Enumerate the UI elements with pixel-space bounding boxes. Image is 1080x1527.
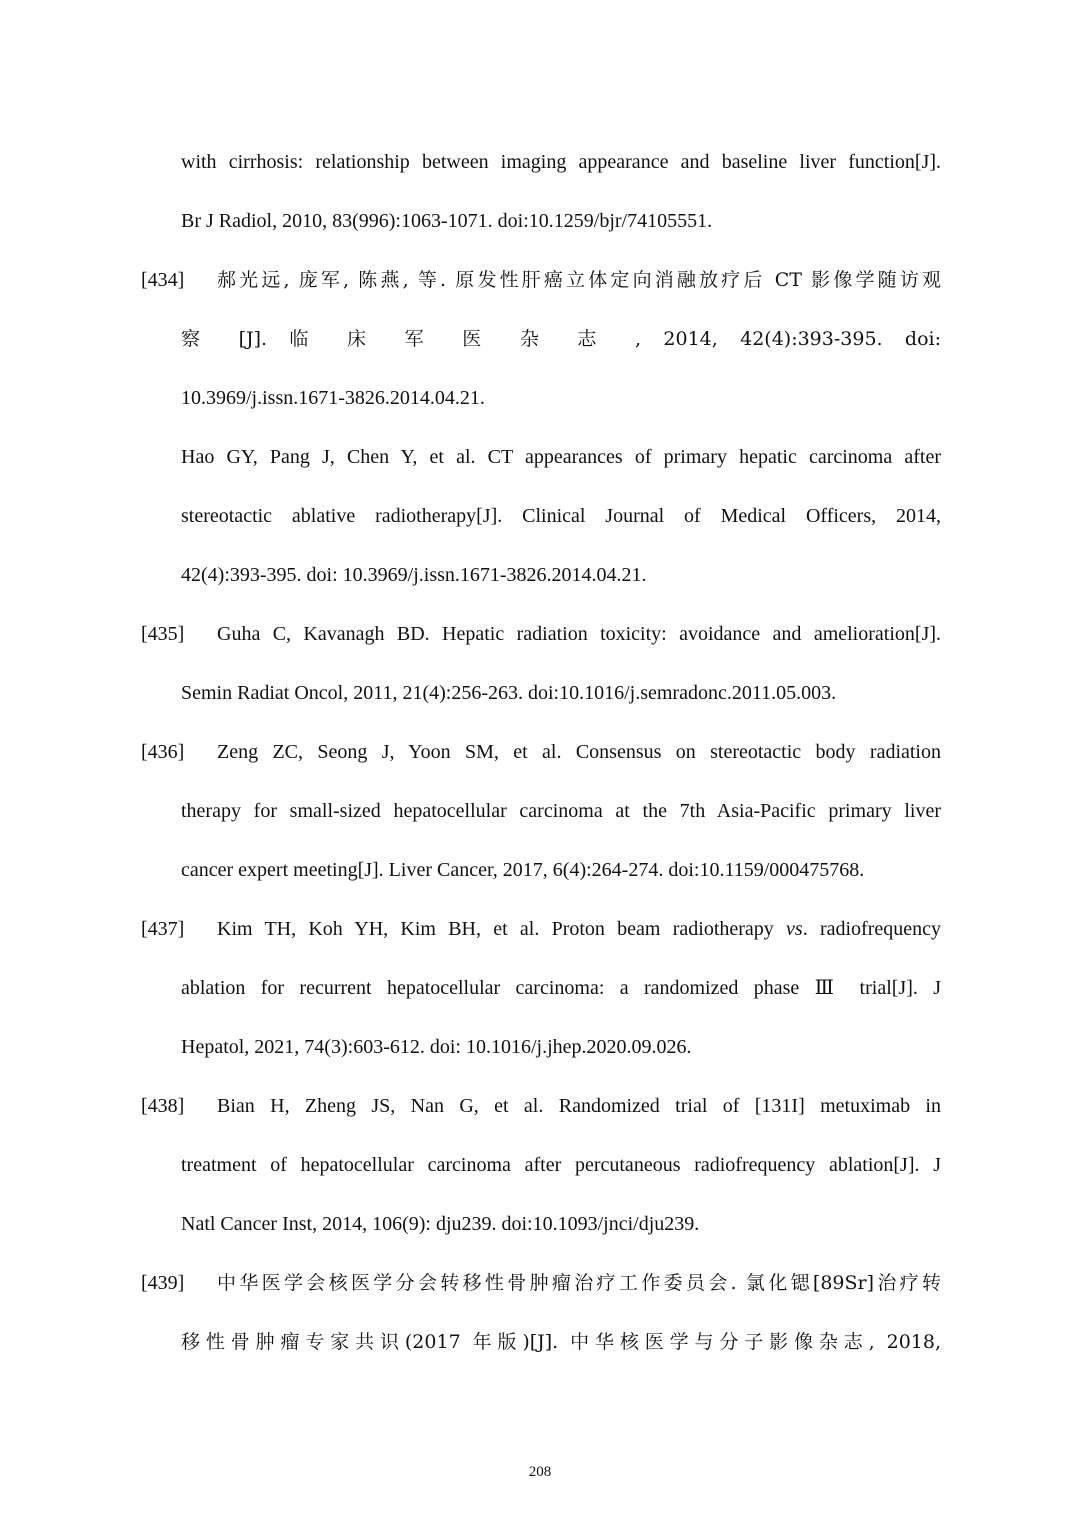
page-number: 208 (528, 1464, 552, 1480)
ref-433-line-3: Br J Radiol, 2010, 83(996):1063-1071. doi:10.1259/bjr/74105551. (181, 210, 713, 232)
ref-438-line-2: treatment of hepatocellular carcinoma after percutaneous radiofrequency ablation[J]. J (181, 1154, 941, 1176)
ref-434-line-1: 郝光远, 庞军, 陈燕, 等. 原发性肝癌立体定向消融放疗后 CT 影像学随访观 (217, 269, 941, 291)
ref-434-line-3: 10.3969/j.issn.1671-3826.2014.04.21. (181, 387, 485, 409)
ref-436-line-2: therapy for small-sized hepatocellular carcinoma at the 7th Asia-Pacific primary liver (181, 800, 941, 822)
ref-434-en-line-2: stereotactic ablative radiotherapy[J]. Clinical Journal of Medical Officers, 2014, (181, 505, 941, 527)
ref-number-436: [436] (141, 741, 185, 763)
ref-435-line-1: Guha C, Kavanagh BD. Hepatic radiation toxicity: avoidance and amelioration[J]. (217, 623, 941, 645)
ref-434-en-line-1: Hao GY, Pang J, Chen Y, et al. CT appearances of primary hepatic carcinoma after (181, 446, 941, 468)
ref-439-line-1: 中华医学会核医学分会转移性骨肿瘤治疗工作委员会. 氯化锶[89Sr]治疗转 (217, 1272, 941, 1294)
ref-435-line-2: Semin Radiat Oncol, 2011, 21(4):256-263. doi:10.1016/j.semradonc.2011.05.003. (181, 682, 837, 704)
ref-438-line-3: Natl Cancer Inst, 2014, 106(9): dju239. doi:10.1093/jnci/dju239. (181, 1213, 700, 1235)
ref-number-438: [438] (141, 1095, 185, 1117)
ref-number-439: [439] (141, 1272, 185, 1294)
ref-434-line-2: 察 [J]. 临 床 军 医 杂 志 , 2014, 42(4):393-395. doi: (181, 328, 941, 350)
ref-number-434: [434] (141, 269, 185, 291)
ref-437-line-3: Hepatol, 2021, 74(3):603-612. doi: 10.1016/j.jhep.2020.09.026. (181, 1036, 692, 1058)
ref-number-435: [435] (141, 623, 185, 645)
ref-438-line-1: Bian H, Zheng JS, Nan G, et al. Randomized trial of [131I] metuximab in (217, 1095, 941, 1117)
ref-436-line-3: cancer expert meeting[J]. Liver Cancer, 2017, 6(4):264-274. doi:10.1159/000475768. (181, 859, 865, 881)
ref-437-text-b: . radiofrequency (802, 918, 942, 940)
ref-433-line-2: with cirrhosis: relationship between imaging appearance and baseline liver function[J]. (181, 151, 941, 173)
ref-437-vs-italic: vs (786, 918, 803, 940)
ref-437-line-2: ablation for recurrent hepatocellular carcinoma: a randomized phase Ⅲ trial[J]. J (181, 977, 941, 999)
ref-436-line-1: Zeng ZC, Seong J, Yoon SM, et al. Consensus on stereotactic body radiation (217, 741, 941, 763)
ref-437-line-1 (217, 917, 941, 941)
ref-437-text-a: Kim TH, Koh YH, Kim BH, et al. Proton beam radiotherapy (217, 918, 774, 940)
ref-439-line-2: 移性骨肿瘤专家共识(2017 年版)[J]. 中华核医学与分子影像杂志, 2018, (181, 1331, 941, 1353)
ref-number-437: [437] (141, 918, 185, 940)
ref-434-en-line-3: 42(4):393-395. doi: 10.3969/j.issn.1671-3826.2014.04.21. (181, 564, 647, 586)
